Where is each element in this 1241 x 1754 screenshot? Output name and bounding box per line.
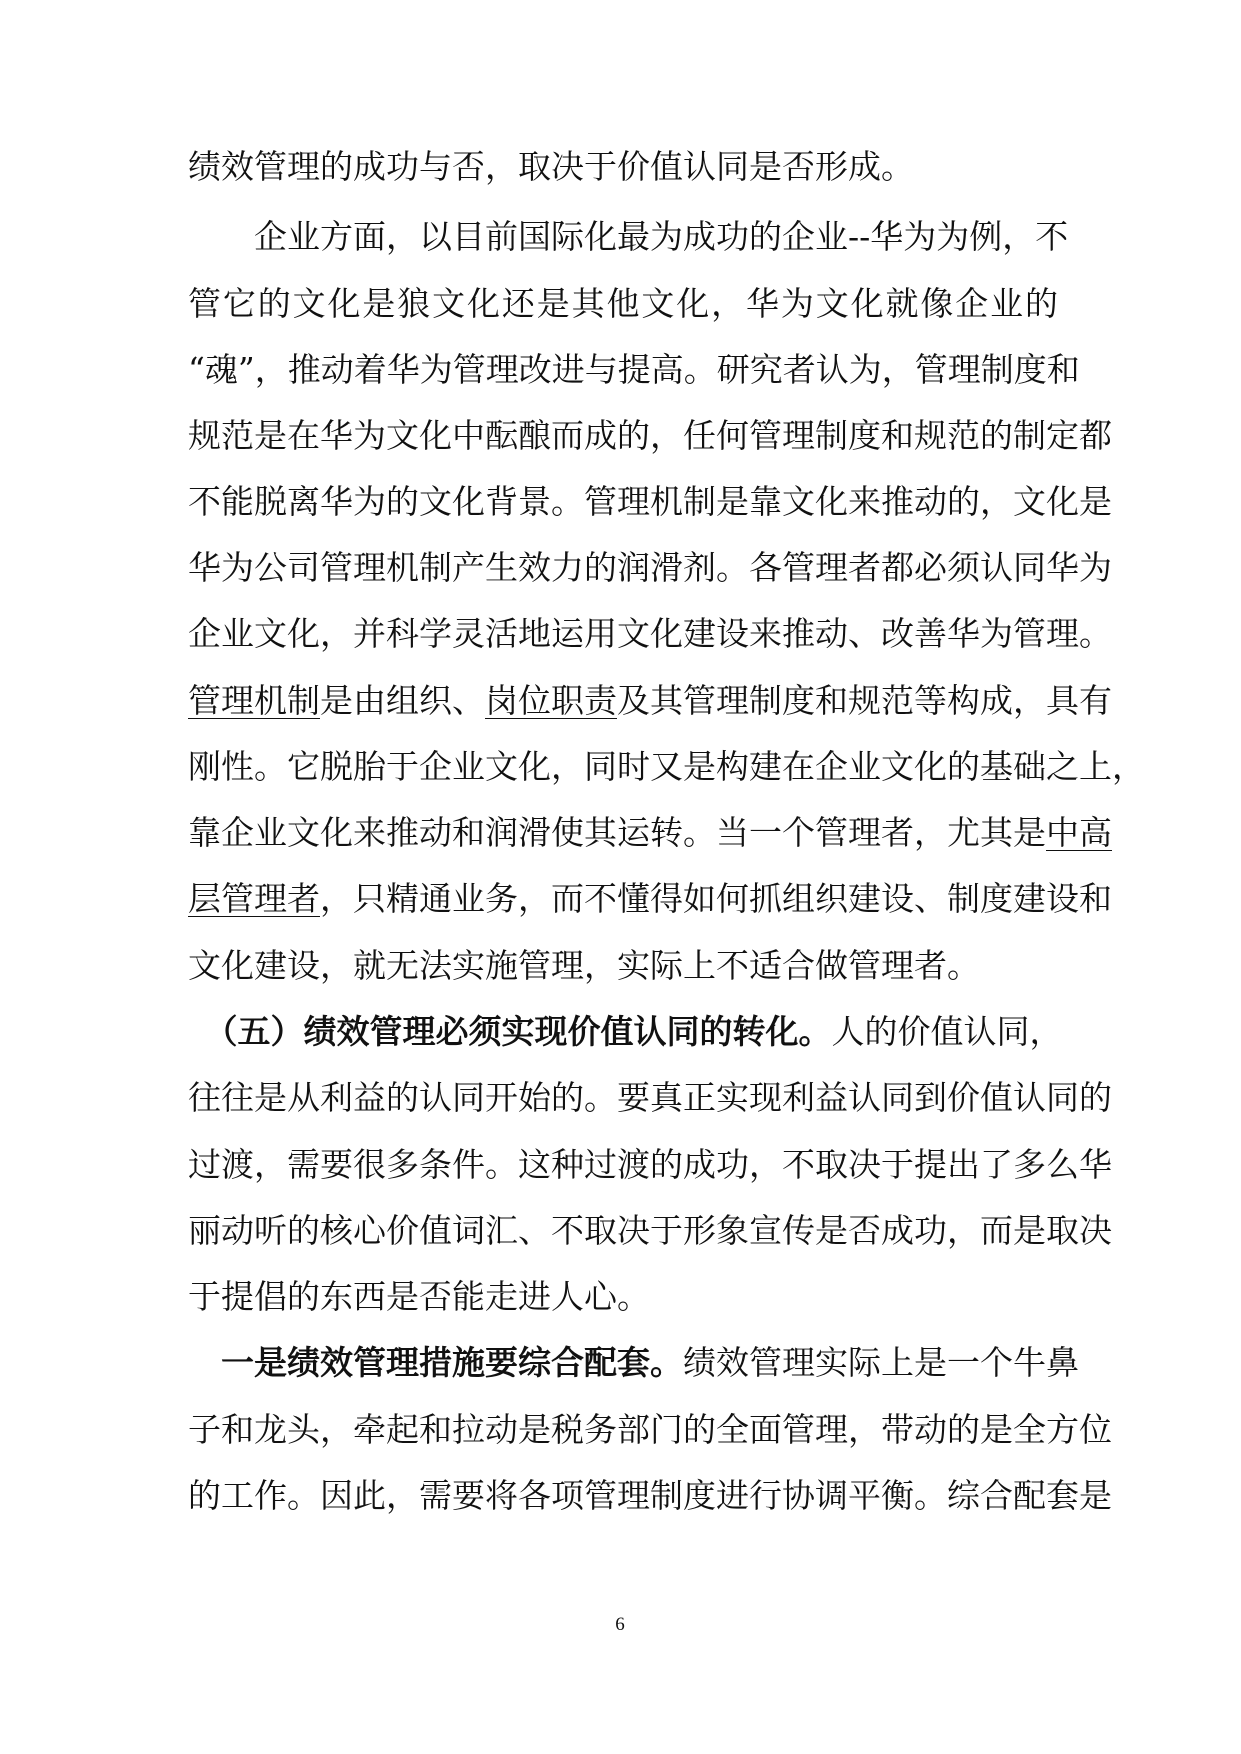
text-segment: 子和龙头，牵起和拉动是税务部门的全面管理，带动的是全方位 [188, 1410, 1112, 1449]
text-segment: 丽动听的核心价值词汇、不取决于形象宣传是否成功，而是取决 [188, 1211, 1112, 1250]
text-line [188, 1076, 1112, 1120]
text-segment: 规范是在华为文化中酝酿而成的，任何管理制度和规范的制定都 [188, 416, 1112, 455]
text-line [188, 877, 1112, 921]
underlined-term: 层管理者 [188, 879, 320, 918]
underlined-term: 岗位职责 [485, 681, 617, 720]
text-line [188, 612, 1112, 656]
text-line [188, 811, 1112, 855]
text-segment: 于提倡的东西是否能走进人心。 [188, 1277, 650, 1316]
text-line [188, 215, 1069, 259]
text-line [188, 1474, 1112, 1518]
bold-heading: 一是绩效管理措施要综合配套。 [188, 1343, 683, 1382]
text-segment: 企业方面，以目前国际化最为成功的企业--华为为例，不 [188, 217, 1069, 256]
text-segment: ，只精通业务，而不懂得如何抓组织建设、制度建设和 [320, 879, 1112, 918]
page-number: 6 [615, 1614, 625, 1635]
text-segment: “魂”，推动着华为管理改进与提高。研究者认为，管理制度和 [188, 350, 1080, 389]
text-segment: 企业文化，并科学灵活地运用文化建设来推动、改善华为管理。 [188, 614, 1112, 653]
text-line [188, 1408, 1112, 1452]
text-line [188, 944, 1058, 988]
text-line [188, 348, 1080, 392]
text-segment: 及其管理制度和规范等构成，具有 [617, 681, 1112, 720]
text-segment: 的工作。因此，需要将各项管理制度进行协调平衡。综合配套是 [188, 1476, 1112, 1515]
text-line [188, 679, 1112, 723]
text-line [188, 546, 1112, 590]
text-line [188, 1341, 1079, 1385]
text-line [188, 1275, 1058, 1319]
text-segment: 绩效管理实际上是一个牛鼻 [683, 1343, 1079, 1382]
text-line [188, 1010, 1063, 1054]
text-line [188, 145, 1058, 189]
text-line [188, 1143, 1112, 1187]
text-segment: 不能脱离华为的文化背景。管理机制是靠文化来推动的，文化是 [188, 482, 1112, 521]
text-segment: 过渡，需要很多条件。这种过渡的成功，不取决于提出了多么华 [188, 1145, 1112, 1184]
underlined-term: 管理机制 [188, 681, 320, 720]
text-segment: 往往是从利益的认同开始的。要真正实现利益认同到价值认同的 [188, 1078, 1112, 1117]
text-segment: 绩效管理的成功与否，取决于价值认同是否形成。 [188, 147, 914, 186]
bold-heading: （五）绩效管理必须实现价值认同的转化。 [188, 1012, 832, 1051]
text-segment: 管它的文化是狼文化还是其他文化，华为文化就像企业的 [188, 284, 1058, 323]
text-segment: 刚性。它脱胎于企业文化，同时又是构建在企业文化的基础之上， [188, 747, 1145, 786]
text-segment: 是由组织、 [320, 681, 485, 720]
text-segment: 人的价值认同， [831, 1012, 1063, 1051]
text-line [188, 1209, 1112, 1253]
text-segment: 文化建设，就无法实施管理，实际上不适合做管理者。 [188, 946, 980, 985]
text-segment: 华为公司管理机制产生效力的润滑剂。各管理者都必须认同华为 [188, 548, 1112, 587]
underlined-term: 中高 [1046, 813, 1112, 852]
text-line [188, 282, 1058, 326]
text-line [188, 745, 1145, 789]
text-line [188, 480, 1112, 524]
text-line [188, 414, 1112, 458]
text-segment: 靠企业文化来推动和润滑使其运转。当一个管理者，尤其是 [188, 813, 1046, 852]
